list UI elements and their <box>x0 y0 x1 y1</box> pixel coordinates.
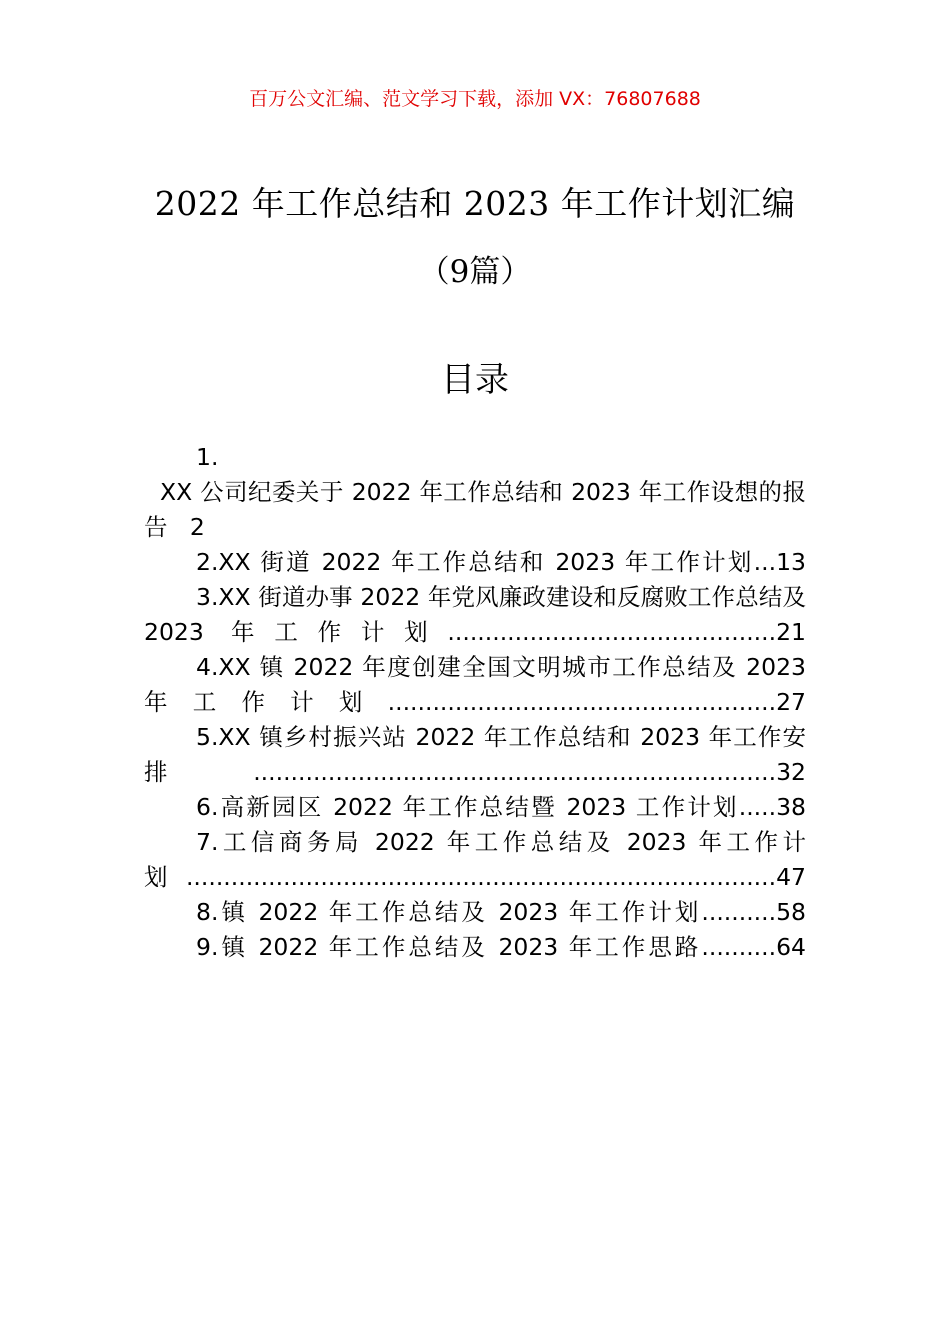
toc-entry-text: XX 街道办事 2022 年党风廉政建设和反腐败工作总结及 2023 年工作计划 <box>144 583 806 646</box>
toc-entry-leader: ...................................................................... <box>253 758 777 786</box>
toc-entry-number: 7. <box>196 828 219 856</box>
toc-entry-page: 13 <box>776 548 806 576</box>
toc-entry-page: 64 <box>776 933 806 961</box>
toc-entry-page: 38 <box>776 793 806 821</box>
toc-entry-7[interactable] <box>144 825 806 895</box>
toc-entry-number: 5. <box>196 723 219 751</box>
toc-entry-page: 21 <box>776 618 806 646</box>
toc-entry-number: 9. <box>196 933 219 961</box>
toc-entry-9[interactable] <box>144 930 806 965</box>
toc-entry-number: 6. <box>196 793 219 821</box>
toc-entry-leader: ... <box>753 548 777 576</box>
toc-entry-leader: ............................................ <box>447 618 777 646</box>
toc-entry-8[interactable] <box>144 895 806 930</box>
toc-entry-5[interactable] <box>144 720 806 790</box>
toc-entry-number: 8. <box>196 898 219 926</box>
toc-entry-page: 32 <box>776 758 806 786</box>
toc-entry-text: 镇 2022 年工作总结及 2023 年工作计划 <box>218 898 702 926</box>
document-title: 2022 年工作总结和 2023 年工作计划汇编 <box>154 184 796 223</box>
toc-heading: 目录 <box>441 360 509 400</box>
toc-entry-text: 镇 2022 年工作总结及 2023 年工作思路 <box>218 933 702 961</box>
toc-entry-page: 2 <box>189 513 205 541</box>
toc-entry-number: 1. <box>196 443 219 471</box>
toc-entry-4[interactable] <box>144 650 806 720</box>
toc-entry-leader: .................................................... <box>387 688 777 716</box>
toc-entry-2[interactable] <box>144 545 806 580</box>
toc-entry-6[interactable] <box>144 790 806 825</box>
toc-entry-page: 27 <box>776 688 806 716</box>
toc-entry-1[interactable] <box>144 440 806 545</box>
toc-entry-leader: ............................................................................... <box>185 863 777 891</box>
toc-entry-leader: .......... <box>701 898 777 926</box>
toc-entry-text: XX 镇乡村振兴站 2022 年工作总结和 2023 年工作安排 <box>144 723 806 786</box>
toc-entry-text: XX 街道 2022 年工作总结和 2023 年工作计划 <box>218 548 754 576</box>
toc-entry-text: 高新园区 2022 年工作总结暨 2023 工作计划 <box>218 793 739 821</box>
toc-entry-leader: .......... <box>701 933 777 961</box>
toc-entry-3[interactable] <box>144 580 806 650</box>
document-subtitle: （9篇） <box>418 254 532 290</box>
toc-entry-number: 4. <box>196 653 219 681</box>
toc-entry-number: 3. <box>196 583 219 611</box>
toc-entry-page: 58 <box>776 898 806 926</box>
table-of-contents <box>144 440 806 965</box>
header-note: 百万公文汇编、范文学习下载，添加 VX：76807688 <box>249 88 701 110</box>
toc-entry-number: 2. <box>196 548 219 576</box>
toc-entry-leader: ..... <box>738 793 777 821</box>
toc-entry-text: XX 镇 2022 年度创建全国文明城市工作总结及 2023 年工作计划 <box>144 653 806 716</box>
toc-entry-text: 工信商务局 2022 年工作总结及 2023 年工作计划 <box>144 828 806 891</box>
toc-entry-text: XX 公司纪委关于 2022 年工作总结和 2023 年工作设想的报告 <box>144 478 806 541</box>
toc-entry-page: 47 <box>776 863 806 891</box>
